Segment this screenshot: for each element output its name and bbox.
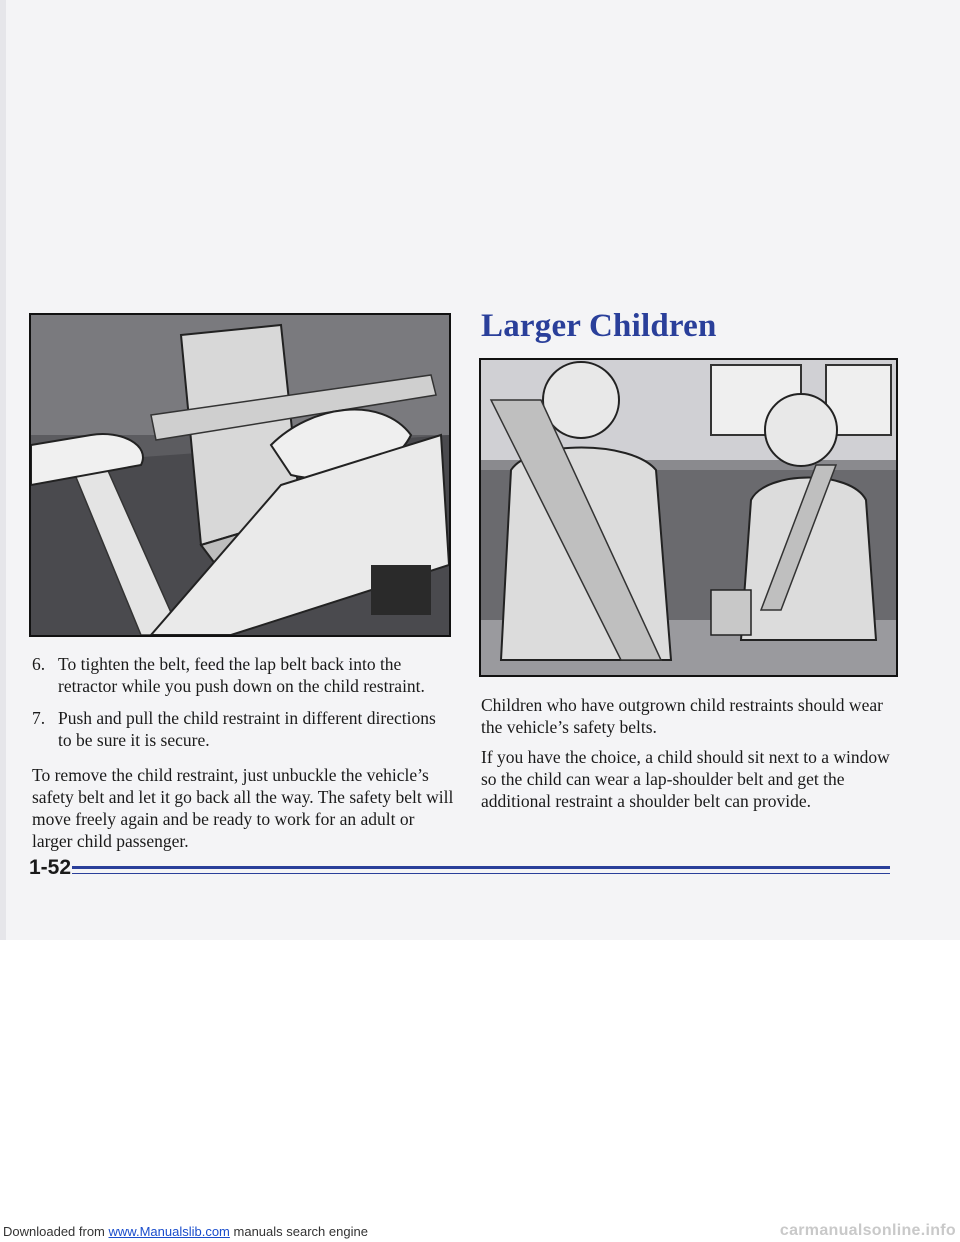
- manualslib-link[interactable]: www.Manualslib.com: [108, 1224, 230, 1239]
- step-text: Push and pull the child restraint in different directions to be sure it is secure.: [58, 708, 436, 750]
- watermark: carmanualsonline.info: [779, 1222, 956, 1239]
- remove-restraint-paragraph: To remove the child restraint, just unbuckle the vehicle’s safety belt and let it go back all the way. The safety belt will move freely again and be ready to work for an adult or larger child passenger.: [32, 765, 454, 851]
- step-7: [32, 707, 452, 751]
- outgrown-restraints-paragraph: Children who have outgrown child restraints should wear the vehicle’s safety belts.: [481, 695, 883, 737]
- step-6: [32, 653, 452, 697]
- window-seat-paragraph: If you have the choice, a child should sit next to a window so the child can wear a lap-shoulder belt and get the additional restraint a shoulder belt can provide.: [481, 747, 890, 811]
- page-rule: [72, 866, 890, 869]
- larger-children-illustration: [479, 358, 898, 677]
- instruction-steps: [32, 653, 452, 761]
- step-number: 6.: [32, 654, 46, 674]
- page-number: 1-52: [29, 856, 72, 879]
- download-prefix: Downloaded from: [3, 1224, 105, 1239]
- section-heading: Larger Children: [481, 308, 717, 344]
- step-text: To tighten the belt, feed the lap belt back into the retractor while you push down on the child restraint.: [58, 654, 425, 696]
- download-suffix: manuals search engine: [233, 1224, 368, 1239]
- step-number: 7.: [32, 708, 46, 728]
- page-rule-thin: [72, 873, 890, 874]
- download-note: [3, 1224, 368, 1239]
- child-restraint-illustration: [29, 313, 451, 637]
- page-edge: [0, 0, 6, 940]
- footer-bar: [0, 1222, 960, 1242]
